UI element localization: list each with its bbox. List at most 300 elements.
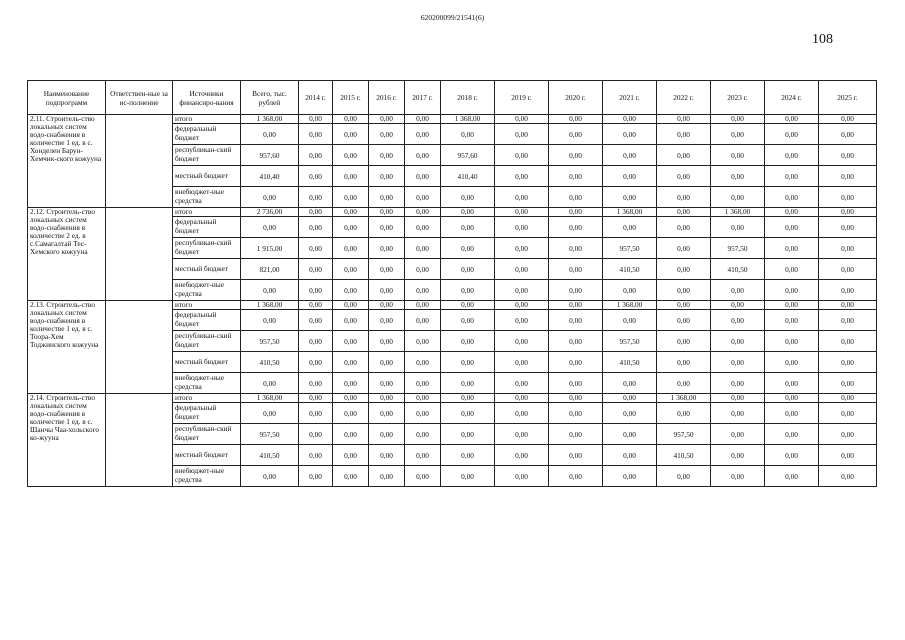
amount-cell: 0,00 [657, 259, 711, 280]
funding-source: итого [173, 301, 241, 310]
amount-cell: 0,00 [603, 403, 657, 424]
amount-cell: 0,00 [711, 217, 765, 238]
amount-cell: 0,00 [333, 310, 369, 331]
amount-cell: 0,00 [819, 208, 877, 217]
column-header: 2020 г. [549, 81, 603, 115]
funding-source: итого [173, 115, 241, 124]
amount-cell: 0,00 [765, 403, 819, 424]
amount-cell: 0,00 [603, 187, 657, 208]
amount-cell: 0,00 [405, 166, 441, 187]
column-header: Наименование подпрограмм [28, 81, 106, 115]
amount-cell: 0,00 [299, 124, 333, 145]
amount-cell: 0,00 [333, 259, 369, 280]
amount-cell: 0,00 [241, 187, 299, 208]
amount-cell: 0,00 [711, 424, 765, 445]
amount-cell: 0,00 [299, 259, 333, 280]
amount-cell: 0,00 [549, 166, 603, 187]
amount-cell: 0,00 [603, 445, 657, 466]
funding-source: республикан-ский бюджет [173, 331, 241, 352]
amount-cell: 1 915,00 [241, 238, 299, 259]
amount-cell: 0,00 [657, 373, 711, 394]
amount-cell: 0,00 [765, 166, 819, 187]
amount-cell: 0,00 [333, 466, 369, 487]
budget-table [27, 80, 877, 487]
amount-cell: 0,00 [405, 208, 441, 217]
amount-cell: 0,00 [299, 403, 333, 424]
amount-cell: 0,00 [299, 310, 333, 331]
amount-cell: 0,00 [405, 466, 441, 487]
amount-cell: 410,50 [603, 259, 657, 280]
amount-cell: 0,00 [405, 403, 441, 424]
amount-cell: 0,00 [299, 445, 333, 466]
subprogram-name: 2.14. Строитель-ство локальных систем водо-снабжения в количестве 1 ед. в с. Шанчы Чаа-хольского ко-жууна [28, 394, 106, 487]
table-body [28, 115, 877, 487]
amount-cell: 0,00 [241, 466, 299, 487]
amount-cell: 0,00 [819, 310, 877, 331]
amount-cell: 0,00 [819, 166, 877, 187]
amount-cell: 0,00 [819, 280, 877, 301]
amount-cell: 0,00 [495, 280, 549, 301]
amount-cell: 0,00 [603, 124, 657, 145]
amount-cell: 0,00 [819, 187, 877, 208]
table-header-row [28, 81, 877, 115]
amount-cell: 0,00 [765, 259, 819, 280]
amount-cell: 0,00 [765, 301, 819, 310]
amount-cell: 0,00 [299, 331, 333, 352]
amount-cell: 0,00 [495, 124, 549, 145]
amount-cell: 0,00 [657, 403, 711, 424]
amount-cell: 0,00 [765, 331, 819, 352]
amount-cell: 0,00 [441, 352, 495, 373]
amount-cell: 0,00 [369, 331, 405, 352]
amount-cell: 0,00 [549, 124, 603, 145]
funding-source: внебюджет-ные средства [173, 373, 241, 394]
column-header: 2024 г. [765, 81, 819, 115]
column-header: 2018 г. [441, 81, 495, 115]
amount-cell: 0,00 [333, 301, 369, 310]
total-row [28, 115, 877, 124]
amount-cell: 0,00 [333, 394, 369, 403]
amount-cell: 410,50 [711, 259, 765, 280]
amount-cell: 0,00 [405, 217, 441, 238]
amount-cell: 0,00 [765, 208, 819, 217]
amount-cell: 0,00 [299, 394, 333, 403]
subprogram-name: 2.13. Строитель-ство локальных систем водо-снабжения в количестве 1 ед. в с. Тоора-Хем Тоджинского кожууна [28, 301, 106, 394]
amount-cell: 0,00 [711, 115, 765, 124]
amount-cell: 1 368,00 [241, 301, 299, 310]
amount-cell: 0,00 [495, 373, 549, 394]
amount-cell: 0,00 [441, 403, 495, 424]
amount-cell: 0,00 [441, 238, 495, 259]
amount-cell: 0,00 [299, 145, 333, 166]
column-header: 2016 г. [369, 81, 405, 115]
amount-cell: 410,40 [241, 166, 299, 187]
column-header: 2022 г. [657, 81, 711, 115]
amount-cell: 0,00 [333, 166, 369, 187]
funding-source: республикан-ский бюджет [173, 238, 241, 259]
amount-cell: 0,00 [495, 166, 549, 187]
amount-cell: 1 368,00 [657, 394, 711, 403]
responsible-cell [106, 301, 173, 394]
amount-cell: 0,00 [765, 124, 819, 145]
amount-cell: 0,00 [299, 166, 333, 187]
amount-cell: 0,00 [603, 145, 657, 166]
amount-cell: 0,00 [441, 301, 495, 310]
total-row [28, 208, 877, 217]
funding-source: местный бюджет [173, 259, 241, 280]
amount-cell: 0,00 [369, 280, 405, 301]
amount-cell: 0,00 [711, 445, 765, 466]
amount-cell: 0,00 [241, 310, 299, 331]
amount-cell: 0,00 [405, 394, 441, 403]
amount-cell: 0,00 [369, 466, 405, 487]
amount-cell: 0,00 [441, 280, 495, 301]
amount-cell: 0,00 [405, 238, 441, 259]
amount-cell: 0,00 [657, 124, 711, 145]
amount-cell: 0,00 [657, 217, 711, 238]
page-number: 108 [812, 32, 833, 47]
amount-cell: 0,00 [657, 280, 711, 301]
column-header: Всего, тыс. рублей [241, 81, 299, 115]
amount-cell: 0,00 [299, 208, 333, 217]
amount-cell: 0,00 [711, 124, 765, 145]
amount-cell: 0,00 [369, 373, 405, 394]
amount-cell: 0,00 [405, 124, 441, 145]
amount-cell: 0,00 [819, 217, 877, 238]
amount-cell: 410,50 [241, 445, 299, 466]
amount-cell: 0,00 [241, 217, 299, 238]
amount-cell: 0,00 [603, 280, 657, 301]
amount-cell: 0,00 [369, 187, 405, 208]
amount-cell: 0,00 [333, 217, 369, 238]
amount-cell: 0,00 [333, 403, 369, 424]
amount-cell: 0,00 [495, 445, 549, 466]
amount-cell: 0,00 [819, 466, 877, 487]
column-header: Ответствен-ные за ис-полнение [106, 81, 173, 115]
amount-cell: 0,00 [657, 166, 711, 187]
amount-cell: 0,00 [441, 445, 495, 466]
funding-source: внебюджет-ные средства [173, 280, 241, 301]
funding-source: итого [173, 208, 241, 217]
amount-cell: 0,00 [711, 352, 765, 373]
amount-cell: 0,00 [819, 403, 877, 424]
amount-cell: 0,00 [819, 259, 877, 280]
amount-cell: 0,00 [405, 310, 441, 331]
amount-cell: 0,00 [333, 208, 369, 217]
column-header: 2015 г. [333, 81, 369, 115]
amount-cell: 0,00 [333, 424, 369, 445]
amount-cell: 0,00 [369, 166, 405, 187]
amount-cell: 0,00 [657, 466, 711, 487]
amount-cell: 0,00 [765, 373, 819, 394]
amount-cell: 0,00 [369, 208, 405, 217]
amount-cell: 0,00 [657, 310, 711, 331]
amount-cell: 0,00 [765, 424, 819, 445]
amount-cell: 0,00 [333, 238, 369, 259]
amount-cell: 0,00 [711, 301, 765, 310]
amount-cell: 0,00 [819, 445, 877, 466]
amount-cell: 0,00 [603, 217, 657, 238]
amount-cell: 0,00 [549, 217, 603, 238]
amount-cell: 0,00 [441, 424, 495, 445]
amount-cell: 0,00 [441, 310, 495, 331]
amount-cell: 0,00 [711, 331, 765, 352]
amount-cell: 0,00 [441, 187, 495, 208]
amount-cell: 0,00 [711, 394, 765, 403]
amount-cell: 0,00 [369, 217, 405, 238]
amount-cell: 0,00 [495, 466, 549, 487]
amount-cell: 1 368,00 [711, 208, 765, 217]
amount-cell: 0,00 [441, 466, 495, 487]
amount-cell: 0,00 [241, 373, 299, 394]
amount-cell: 957,60 [241, 145, 299, 166]
amount-cell: 0,00 [765, 238, 819, 259]
amount-cell: 410,50 [241, 352, 299, 373]
amount-cell: 0,00 [369, 145, 405, 166]
amount-cell: 0,00 [495, 331, 549, 352]
amount-cell: 957,50 [711, 238, 765, 259]
amount-cell: 0,00 [711, 145, 765, 166]
amount-cell: 0,00 [495, 115, 549, 124]
amount-cell: 0,00 [405, 331, 441, 352]
amount-cell: 1 368,00 [603, 301, 657, 310]
funding-source: внебюджет-ные средства [173, 187, 241, 208]
amount-cell: 0,00 [495, 259, 549, 280]
amount-cell: 0,00 [765, 394, 819, 403]
amount-cell: 0,00 [657, 301, 711, 310]
amount-cell: 0,00 [819, 424, 877, 445]
amount-cell: 0,00 [495, 238, 549, 259]
amount-cell: 1 368,00 [441, 115, 495, 124]
amount-cell: 410,40 [441, 166, 495, 187]
amount-cell: 0,00 [657, 352, 711, 373]
amount-cell: 0,00 [549, 115, 603, 124]
amount-cell: 0,00 [549, 445, 603, 466]
amount-cell: 0,00 [495, 403, 549, 424]
amount-cell: 0,00 [495, 217, 549, 238]
amount-cell: 0,00 [369, 352, 405, 373]
amount-cell: 410,50 [657, 445, 711, 466]
amount-cell: 0,00 [549, 208, 603, 217]
amount-cell: 0,00 [441, 124, 495, 145]
amount-cell: 410,50 [603, 352, 657, 373]
funding-source: республикан-ский бюджет [173, 424, 241, 445]
amount-cell: 0,00 [405, 259, 441, 280]
amount-cell: 0,00 [549, 280, 603, 301]
amount-cell: 0,00 [549, 466, 603, 487]
amount-cell: 957,50 [241, 424, 299, 445]
amount-cell: 0,00 [405, 280, 441, 301]
amount-cell: 0,00 [549, 424, 603, 445]
amount-cell: 0,00 [299, 115, 333, 124]
amount-cell: 0,00 [819, 373, 877, 394]
amount-cell: 0,00 [299, 301, 333, 310]
amount-cell: 0,00 [603, 394, 657, 403]
amount-cell: 0,00 [711, 280, 765, 301]
responsible-cell [106, 115, 173, 208]
amount-cell: 1 368,00 [603, 208, 657, 217]
amount-cell: 0,00 [603, 310, 657, 331]
funding-source: итого [173, 394, 241, 403]
amount-cell: 0,00 [495, 145, 549, 166]
amount-cell: 0,00 [405, 115, 441, 124]
funding-source: местный бюджет [173, 352, 241, 373]
amount-cell: 0,00 [333, 331, 369, 352]
amount-cell: 0,00 [765, 310, 819, 331]
amount-cell: 0,00 [441, 331, 495, 352]
amount-cell: 0,00 [495, 208, 549, 217]
amount-cell: 0,00 [657, 187, 711, 208]
total-row [28, 394, 877, 403]
amount-cell: 0,00 [369, 310, 405, 331]
amount-cell: 0,00 [333, 280, 369, 301]
column-header: 2017 г. [405, 81, 441, 115]
amount-cell: 0,00 [441, 208, 495, 217]
total-row [28, 301, 877, 310]
amount-cell: 0,00 [819, 238, 877, 259]
amount-cell: 0,00 [405, 352, 441, 373]
amount-cell: 0,00 [765, 187, 819, 208]
amount-cell: 0,00 [333, 445, 369, 466]
amount-cell: 0,00 [405, 187, 441, 208]
funding-source: республикан-ский бюджет [173, 145, 241, 166]
amount-cell: 0,00 [405, 445, 441, 466]
amount-cell: 0,00 [765, 352, 819, 373]
subprogram-name: 2.11. Строитель-ство локальных систем водо-снабжения в количестве 1 ед. в с. Хонделен Барун-Хемчик-ского кожууна [28, 115, 106, 208]
amount-cell: 0,00 [441, 394, 495, 403]
funding-source: федеральный бюджет [173, 124, 241, 145]
column-header: 2019 г. [495, 81, 549, 115]
amount-cell: 0,00 [369, 124, 405, 145]
amount-cell: 0,00 [549, 259, 603, 280]
amount-cell: 0,00 [299, 280, 333, 301]
amount-cell: 0,00 [241, 403, 299, 424]
amount-cell: 0,00 [549, 403, 603, 424]
amount-cell: 0,00 [819, 115, 877, 124]
amount-cell: 0,00 [405, 373, 441, 394]
amount-cell: 2 736,00 [241, 208, 299, 217]
amount-cell: 0,00 [369, 115, 405, 124]
amount-cell: 0,00 [765, 466, 819, 487]
amount-cell: 0,00 [711, 187, 765, 208]
amount-cell: 0,00 [299, 466, 333, 487]
amount-cell: 0,00 [369, 238, 405, 259]
amount-cell: 0,00 [657, 331, 711, 352]
amount-cell: 1 368,00 [241, 115, 299, 124]
amount-cell: 0,00 [711, 310, 765, 331]
amount-cell: 0,00 [765, 445, 819, 466]
column-header: 2021 г. [603, 81, 657, 115]
amount-cell: 0,00 [333, 145, 369, 166]
amount-cell: 0,00 [495, 187, 549, 208]
amount-cell: 0,00 [549, 331, 603, 352]
funding-source: федеральный бюджет [173, 217, 241, 238]
amount-cell: 0,00 [765, 280, 819, 301]
document-code: 620200099/21541(6) [420, 13, 485, 22]
amount-cell: 0,00 [369, 445, 405, 466]
amount-cell: 0,00 [441, 217, 495, 238]
subprogram-name: 2.12. Строитель-ство локальных систем водо-снабжения в количестве 2 ед. в с.Самагалтай Тес-Хемского кожууна [28, 208, 106, 301]
amount-cell: 0,00 [549, 238, 603, 259]
amount-cell: 0,00 [549, 373, 603, 394]
amount-cell: 0,00 [369, 403, 405, 424]
column-header: 2023 г. [711, 81, 765, 115]
amount-cell: 0,00 [369, 301, 405, 310]
amount-cell: 0,00 [441, 259, 495, 280]
amount-cell: 0,00 [711, 466, 765, 487]
amount-cell: 0,00 [299, 187, 333, 208]
amount-cell: 0,00 [657, 238, 711, 259]
amount-cell: 0,00 [549, 310, 603, 331]
amount-cell: 0,00 [405, 145, 441, 166]
amount-cell: 0,00 [369, 424, 405, 445]
amount-cell: 0,00 [333, 187, 369, 208]
amount-cell: 0,00 [603, 424, 657, 445]
amount-cell: 957,50 [603, 238, 657, 259]
column-header: 2014 г. [299, 81, 333, 115]
amount-cell: 0,00 [549, 187, 603, 208]
amount-cell: 0,00 [333, 115, 369, 124]
amount-cell: 0,00 [369, 259, 405, 280]
amount-cell: 0,00 [711, 403, 765, 424]
amount-cell: 0,00 [405, 424, 441, 445]
amount-cell: 0,00 [765, 145, 819, 166]
amount-cell: 0,00 [495, 301, 549, 310]
column-header: 2025 г. [819, 81, 877, 115]
amount-cell: 821,00 [241, 259, 299, 280]
amount-cell: 957,50 [241, 331, 299, 352]
amount-cell: 0,00 [819, 331, 877, 352]
amount-cell: 0,00 [333, 373, 369, 394]
amount-cell: 0,00 [657, 115, 711, 124]
amount-cell: 0,00 [405, 301, 441, 310]
funding-source: внебюджет-ные средства [173, 466, 241, 487]
amount-cell: 0,00 [819, 145, 877, 166]
amount-cell: 0,00 [441, 373, 495, 394]
amount-cell: 0,00 [819, 124, 877, 145]
responsible-cell [106, 208, 173, 301]
funding-source: местный бюджет [173, 445, 241, 466]
amount-cell: 1 368,00 [241, 394, 299, 403]
amount-cell: 0,00 [333, 124, 369, 145]
amount-cell: 0,00 [765, 115, 819, 124]
amount-cell: 0,00 [299, 352, 333, 373]
amount-cell: 0,00 [711, 373, 765, 394]
amount-cell: 0,00 [603, 115, 657, 124]
amount-cell: 0,00 [549, 352, 603, 373]
amount-cell: 0,00 [299, 424, 333, 445]
amount-cell: 0,00 [299, 217, 333, 238]
funding-source: федеральный бюджет [173, 310, 241, 331]
amount-cell: 0,00 [369, 394, 405, 403]
amount-cell: 0,00 [549, 394, 603, 403]
amount-cell: 0,00 [819, 301, 877, 310]
amount-cell: 0,00 [603, 373, 657, 394]
amount-cell: 0,00 [819, 394, 877, 403]
amount-cell: 0,00 [241, 124, 299, 145]
amount-cell: 0,00 [603, 466, 657, 487]
amount-cell: 0,00 [657, 208, 711, 217]
amount-cell: 0,00 [495, 310, 549, 331]
amount-cell: 0,00 [299, 373, 333, 394]
amount-cell: 957,60 [441, 145, 495, 166]
amount-cell: 0,00 [495, 352, 549, 373]
amount-cell: 0,00 [333, 352, 369, 373]
amount-cell: 957,50 [657, 424, 711, 445]
amount-cell: 0,00 [819, 352, 877, 373]
amount-cell: 0,00 [657, 145, 711, 166]
amount-cell: 0,00 [711, 166, 765, 187]
